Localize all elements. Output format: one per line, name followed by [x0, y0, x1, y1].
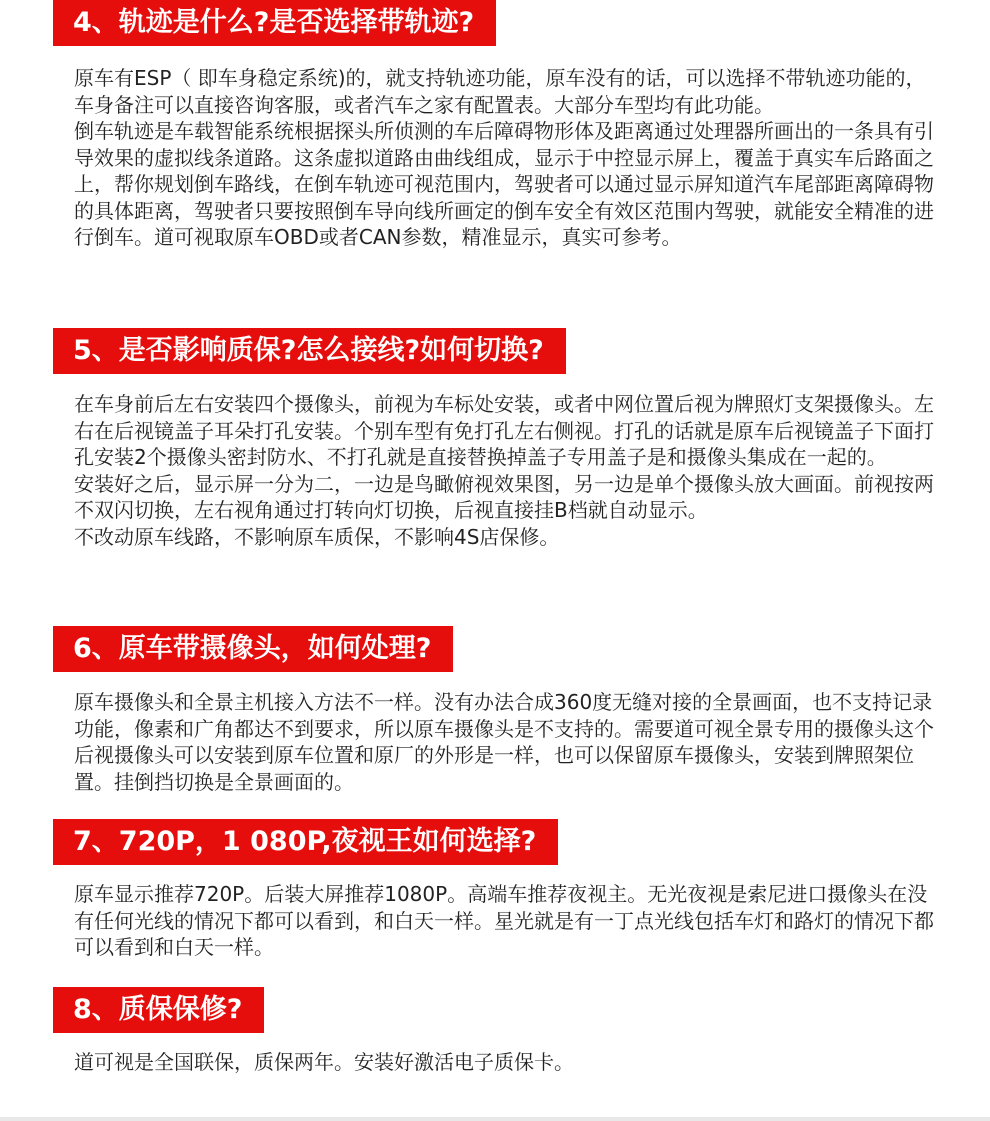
paragraph: 原车有ESP（ 即车身稳定系统)的，就支持轨迹功能，原车没有的话，可以选择不带轨迹功能的，车身备注可以直接咨询客服，或者汽车之家有配置表。大部分车型均有此功能。 — [74, 66, 926, 117]
section-heading: 7、720P，1 080P,夜视王如何选择? — [53, 819, 558, 865]
paragraph: 原车摄像头和全景主机接入方法不一样。没有办法合成360度无缝对接的全景画面，也不支持记录功能，像素和广角都达不到要求，所以原车摄像头是不支持的。需要道可视全景专用的摄像头这个后视摄像头可以安装到原车位置和原厂的外形是一样，也可以保留原车摄像头，安装到牌照架位置。挂倒挡切换是全景画面的。 — [74, 690, 934, 794]
bottom-divider — [0, 1117, 990, 1121]
section-body — [74, 881, 944, 961]
paragraph: 道可视是全国联保，质保两年。安装好激活电子质保卡。 — [74, 1050, 574, 1074]
section-body — [74, 689, 944, 795]
paragraph: 倒车轨迹是车载智能系统根据探头所侦测的车后障碍物形体及距离通过处理器所画出的一条具有引导效果的虚拟线条道路。这条虚拟道路由曲线组成，显示于中控显示屏上，覆盖于真实车后路面之上，帮你规划倒车路线，在倒车轨迹可视范围内，驾驶者可以通过显示屏知道汽车尾部距离障碍物的具体距离，驾驶者只要按照倒车导向线所画定的倒车安全有效区范围内驾驶，就能安全精准的进行倒车。道可视取原车OBD或者CAN参数，精准显示，真实可参考。 — [74, 119, 934, 249]
section-heading: 4、轨迹是什么?是否选择带轨迹? — [53, 0, 496, 46]
section-heading: 8、质保保修? — [53, 987, 264, 1033]
section-body — [74, 1049, 944, 1076]
paragraph: 不改动原车线路，不影响原车质保，不影响4S店保修。 — [74, 524, 560, 549]
paragraph: 在车身前后左右安装四个摄像头，前视为车标处安装，或者中网位置后视为牌照灯支架摄像头。左右在后视镜盖子耳朵打孔安装。个别车型有免打孔左右侧视。打孔的话就是原车后视镜盖子下面打孔安装2个摄像头密封防水、不打孔就是直接替换掉盖子专用盖子是和摄像头集成在一起的。 — [74, 392, 934, 469]
section-heading: 5、是否影响质保?怎么接线?如何切换? — [53, 328, 566, 374]
paragraph: 安装好之后，显示屏一分为二，一边是鸟瞰俯视效果图，另一边是单个摄像头放大画面。前视按两不双闪切换，左右视角通过打转向灯切换，后视直接挂B档就自动显示。 — [74, 471, 934, 522]
section-body — [74, 65, 944, 251]
paragraph: 原车显示推荐720P。后装大屏推荐1080P。高端车推荐夜视主。无光夜视是索尼进口摄像头在没有任何光线的情况下都可以看到，和白天一样。星光就是有一丁点光线包括车灯和路灯的情况下都可以看到和白天一样。 — [74, 882, 934, 959]
section-body — [74, 391, 944, 550]
section-heading: 6、原车带摄像头，如何处理? — [53, 626, 453, 672]
